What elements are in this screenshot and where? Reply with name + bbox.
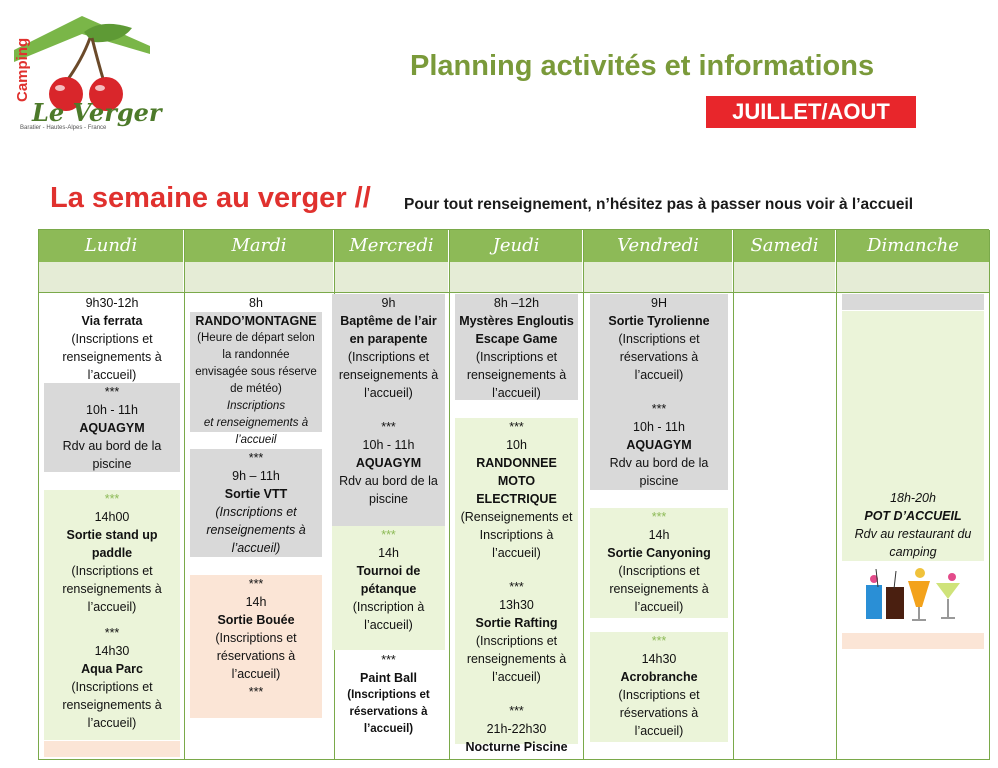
- activity-mardi-vtt: *** 9h – 11h Sortie VTT (Inscriptions et renseignements à l’accueil): [190, 449, 322, 557]
- activity-mardi-bouee: *** 14h Sortie Bouée (Inscriptions et réservations à l’accueil) ***: [190, 575, 322, 718]
- lundi-evening-slot: [44, 741, 180, 757]
- dimanche-bottom-slot: [842, 633, 984, 649]
- activity-mercredi-paintball: *** Paint Ball (Inscriptions et réservations à l’accueil): [347, 653, 430, 735]
- activity-mardi-rando: RANDO’MONTAGNE (Heure de départ selon la randonnée envisagée sous réserve de météo) Inscriptions et renseignements à l’accueil: [190, 312, 322, 432]
- day-header-vendredi: Vendredi: [584, 230, 732, 262]
- day-header-samedi: Samedi: [734, 230, 835, 262]
- activity-mercredi-morning: 9h Baptême de l’air en parapente (Inscriptions et renseignements à l’accueil) *** 10h - 11h AQUAGYM Rdv au bord de la piscine: [332, 294, 445, 526]
- logo-tagline: Baratier - Hautes-Alpes - France: [20, 125, 107, 131]
- subheader-cell: [584, 262, 732, 292]
- grid-line: [989, 230, 990, 760]
- activity-mercredi-petanque: *** 14h Tournoi de pétanque (Inscription à l’accueil): [332, 526, 445, 650]
- week-subtitle: Pour tout renseignement, n’hésitez pas à passer nous voir à l’accueil: [404, 196, 914, 213]
- subheader-cell: [734, 262, 835, 292]
- activity-vendredi-morning: 9H Sortie Tyrolienne (Inscriptions et réservations à l’accueil) *** 10h - 11h AQUAGYM Rdv au bord de la piscine: [590, 294, 728, 490]
- subheader-cell: [837, 262, 989, 292]
- day-header-dimanche: Dimanche: [837, 230, 989, 262]
- grid-line: [836, 230, 837, 760]
- grid-line: [184, 230, 185, 760]
- grid-header-border: [38, 292, 989, 293]
- camping-logo: [12, 10, 162, 135]
- subheader-cell: [335, 262, 448, 292]
- activity-vendredi-acrobranche: *** 14h30 Acrobranche (Inscriptions et réservations à l’accueil): [590, 632, 728, 742]
- logo-name: Le Verger: [32, 98, 162, 127]
- subheader-cell: [39, 262, 183, 292]
- activity-lundi-afternoon: *** 14h00 Sortie stand up paddle (Inscriptions et renseignements à l’accueil) *** 14h30 Aqua Parc (Inscriptions et renseignements à l’accueil): [44, 490, 180, 740]
- grid-line: [733, 230, 734, 760]
- dimanche-top-slot: [842, 294, 984, 310]
- grid-line: [38, 230, 39, 760]
- subheader-cell: [185, 262, 333, 292]
- day-header-lundi: Lundi: [39, 230, 183, 262]
- logo-brand-word: Camping: [14, 37, 31, 102]
- mardi-time-label: 8h: [249, 296, 263, 310]
- day-header-mardi: Mardi: [185, 230, 333, 262]
- activity-lundi-aquagym: *** 10h - 11h AQUAGYM Rdv au bord de la piscine: [44, 383, 180, 472]
- activity-vendredi-canyoning: *** 14h Sortie Canyoning (Inscriptions et renseignements à l’accueil): [590, 508, 728, 618]
- cocktails-illustration: [856, 563, 972, 625]
- week-title: La semaine au verger //: [50, 182, 371, 214]
- grid-line: [583, 230, 584, 760]
- period-badge: JUILLET/AOUT: [706, 96, 916, 128]
- page-title: Planning activités et informations: [410, 50, 875, 82]
- activity-lundi-via-ferrata: 9h30-12h Via ferrata (Inscriptions et renseignements à l’accueil): [62, 296, 162, 382]
- subheader-cell: [450, 262, 582, 292]
- activity-jeudi-afternoon: *** 10h RANDONNEE MOTO ELECTRIQUE (Renseignements et Inscriptions à l’accueil) *** 13h30 Sortie Rafting (Inscriptions et renseignements à l’accueil) *** 21h-22h30 Nocturne Piscine: [455, 418, 578, 744]
- day-header-jeudi: Jeudi: [450, 230, 582, 262]
- activity-jeudi-escape-game: 8h –12h Mystères Engloutis Escape Game (Inscriptions et renseignements à l’accueil): [455, 294, 578, 400]
- day-header-mercredi: Mercredi: [335, 230, 448, 262]
- activity-dimanche-pot-accueil: 18h-20h POT D’ACCUEIL Rdv au restaurant du camping: [842, 311, 984, 561]
- grid-bottom-border: [38, 759, 989, 760]
- grid-line: [449, 230, 450, 760]
